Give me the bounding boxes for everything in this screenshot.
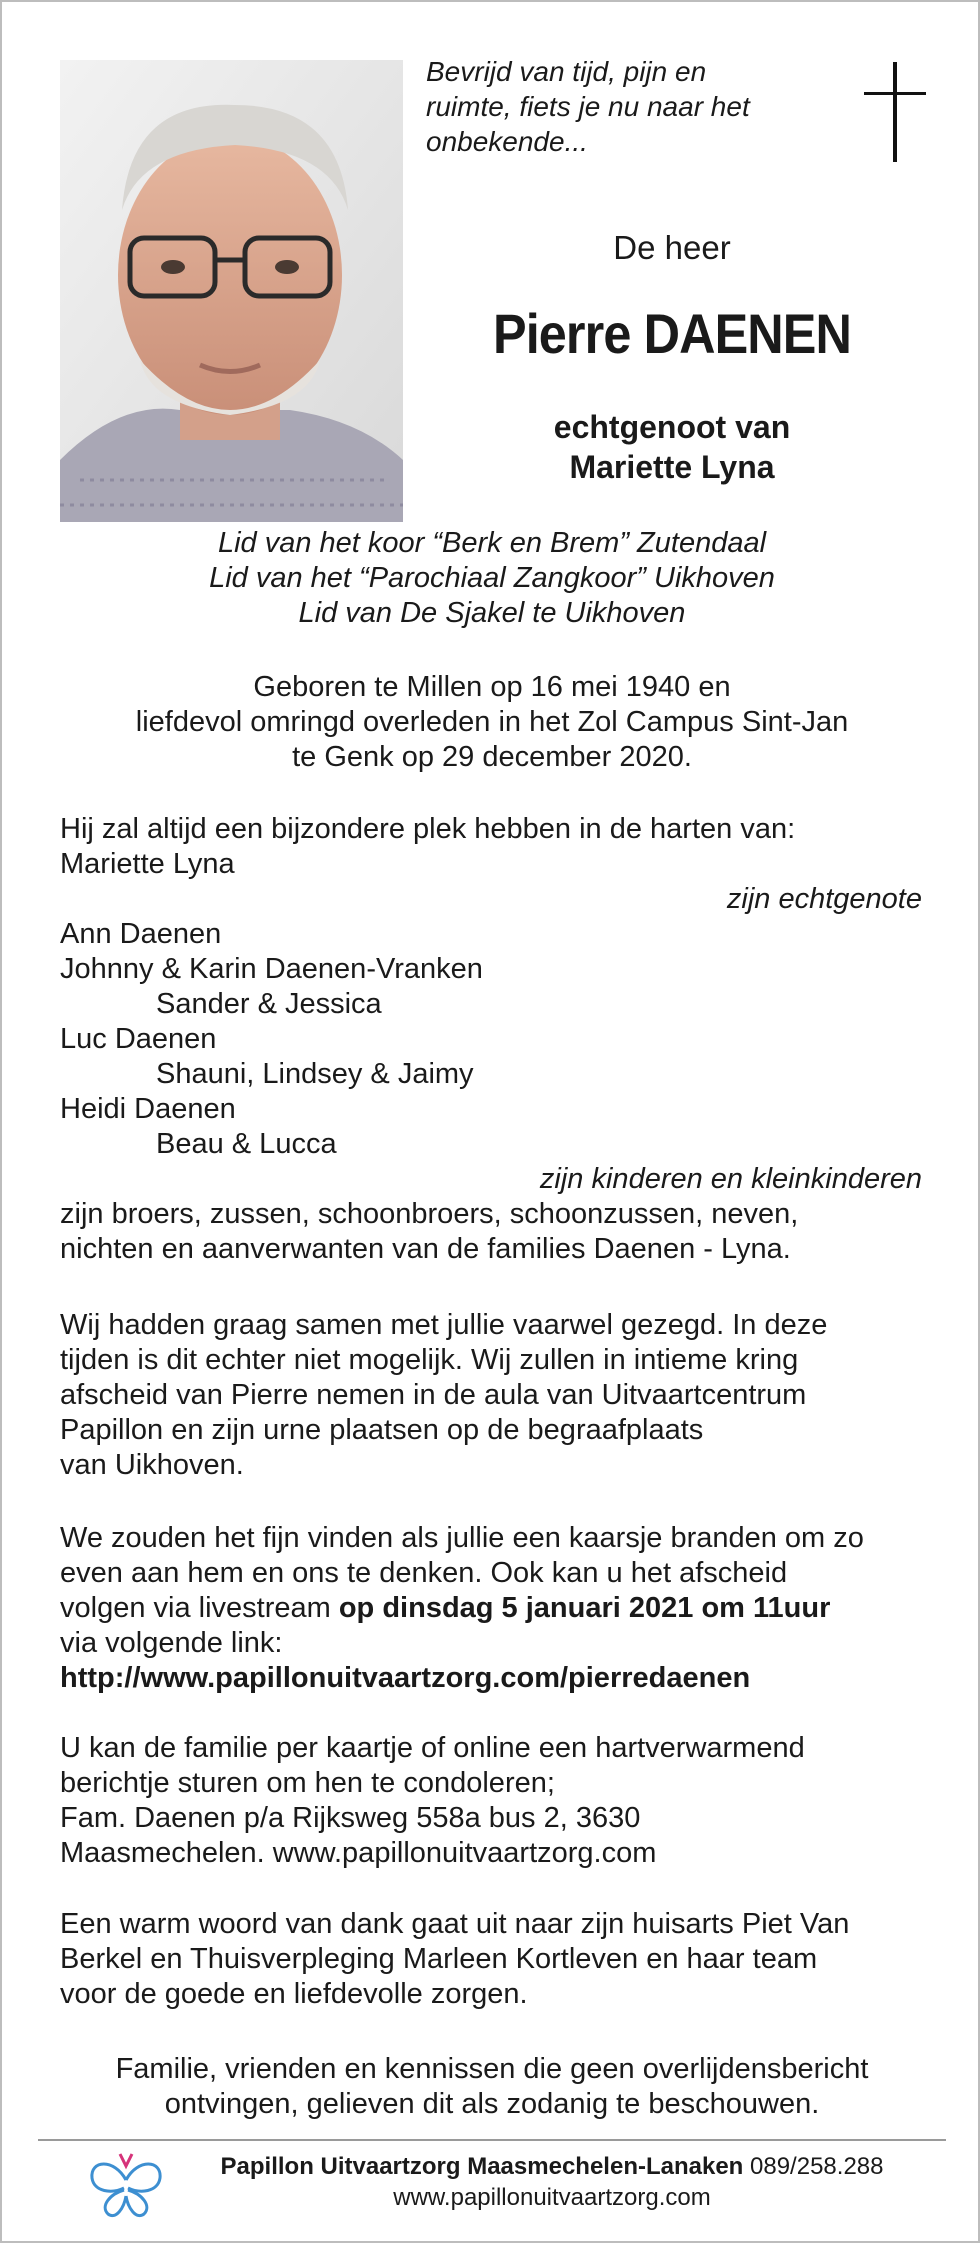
thanks-line: Berkel en Thuisverpleging Marleen Kortleven en haar team [60, 1943, 818, 1975]
farewell-line: Wij hadden graag samen met jullie vaarwel gezegd. In deze [60, 1309, 828, 1341]
family-member: Ann Daenen [60, 918, 222, 950]
livestream-datetime: op dinsdag 5 januari 2021 om 11uur [338, 1592, 831, 1624]
closing-line: ontvingen, gelieven dit als zodanig te beschouwen. [164, 2088, 820, 2120]
farewell-paragraph [60, 1308, 922, 1483]
birth-line: liefdevol omringd overleden in het Zol Campus Sint-Jan [135, 706, 849, 738]
livestream-paragraph [60, 1521, 922, 1696]
condolences-paragraph [60, 1731, 922, 1871]
farewell-line: tijden is dit echter niet mogelijk. Wij zullen in intieme kring [60, 1344, 799, 1376]
thanks-line: Een warm woord van dank gaat uit naar zijn huisarts Piet Van [60, 1908, 850, 1940]
livestream-link[interactable]: http://www.papillonuitvaartzorg.com/pierredaenen [60, 1662, 751, 1694]
livestream-line: We zouden het fijn vinden als jullie een kaarsje branden om zo [60, 1522, 864, 1554]
memberships [62, 526, 922, 631]
livestream-line: even aan hem en ons te denken. Ook kan u het afscheid [60, 1557, 788, 1589]
farewell-line: afscheid van Pierre nemen in de aula van Uitvaartcentrum [60, 1379, 807, 1411]
birth-death-info [62, 670, 922, 775]
cross-icon [864, 62, 926, 162]
footer-company [182, 2152, 922, 2182]
family-spouse-role: zijn echtgenote [726, 883, 922, 915]
family-children-role: zijn kinderen en kleinkinderen [539, 1163, 922, 1195]
condolences-line: berichtje sturen om hen te condoleren; [60, 1767, 555, 1799]
butterfly-logo-icon [86, 2150, 166, 2222]
family-extended-line: zijn broers, zussen, schoonbroers, schoonzussen, neven, [60, 1198, 799, 1230]
livestream-line: via volgende link: [60, 1627, 283, 1659]
footer-divider [38, 2139, 946, 2141]
family-member: Johnny & Karin Daenen-Vranken [60, 953, 483, 985]
spouse-line: echtgenoot van [553, 409, 791, 445]
portrait-photo [60, 60, 403, 522]
farewell-line: Papillon en zijn urne plaatsen op de begraafplaats [60, 1414, 704, 1446]
closing-line: Familie, vrienden en kennissen die geen overlijdensbericht [115, 2053, 869, 2085]
family-member: Heidi Daenen [60, 1093, 236, 1125]
family-grandchildren: Sander & Jessica [156, 988, 382, 1020]
deceased-name: Pierre DAENEN [492, 302, 852, 365]
livestream-lead: volgen via livestream [60, 1592, 339, 1624]
salutation: De heer [613, 229, 731, 266]
livestream-line [60, 1591, 922, 1626]
family-grandchildren: Shauni, Lindsey & Jaimy [156, 1058, 474, 1090]
quote-line: ruimte, fiets je nu naar het [426, 91, 750, 122]
birth-line: te Genk op 29 december 2020. [292, 741, 692, 773]
membership-line: Lid van het koor “Berk en Brem” Zutendaal [217, 527, 767, 559]
quote-line: onbekende... [426, 126, 588, 157]
footer-company-name: Papillon Uitvaartzorg Maasmechelen-Lanaken [220, 2153, 744, 2180]
footer-phone: 089/258.288 [750, 2153, 884, 2180]
membership-line: Lid van De Sjakel te Uikhoven [298, 597, 686, 629]
family-list [60, 812, 922, 1267]
condolences-line: Fam. Daenen p/a Rijksweg 558a bus 2, 3630 [60, 1802, 641, 1834]
birth-line: Geboren te Millen op 16 mei 1940 en [253, 671, 731, 703]
footer-website[interactable]: www.papillonuitvaartzorg.com [393, 2184, 711, 2211]
family-member: Luc Daenen [60, 1023, 217, 1055]
farewell-line: van Uikhoven. [60, 1449, 244, 1481]
spouse-line: Mariette Lyna [569, 449, 775, 485]
thanks-line: voor de goede en liefdevolle zorgen. [60, 1978, 528, 2010]
thanks-paragraph [60, 1907, 922, 2012]
opening-quote [426, 54, 826, 159]
family-extended-line: nichten en aanverwanten van de families Daenen - Lyna. [60, 1233, 791, 1265]
condolences-line: U kan de familie per kaartje of online een hartverwarmend [60, 1732, 805, 1764]
family-spouse-name: Mariette Lyna [60, 848, 235, 880]
family-grandchildren: Beau & Lucca [156, 1128, 337, 1160]
membership-line: Lid van het “Parochiaal Zangkoor” Uikhoven [209, 562, 775, 594]
spouse-info [432, 407, 912, 487]
quote-line: Bevrijd van tijd, pijn en [426, 56, 707, 87]
family-intro: Hij zal altijd een bijzondere plek hebben in de harten van: [60, 813, 796, 845]
condolences-line: Maasmechelen. www.papillonuitvaartzorg.com [60, 1837, 657, 1869]
closing-note [62, 2052, 922, 2122]
